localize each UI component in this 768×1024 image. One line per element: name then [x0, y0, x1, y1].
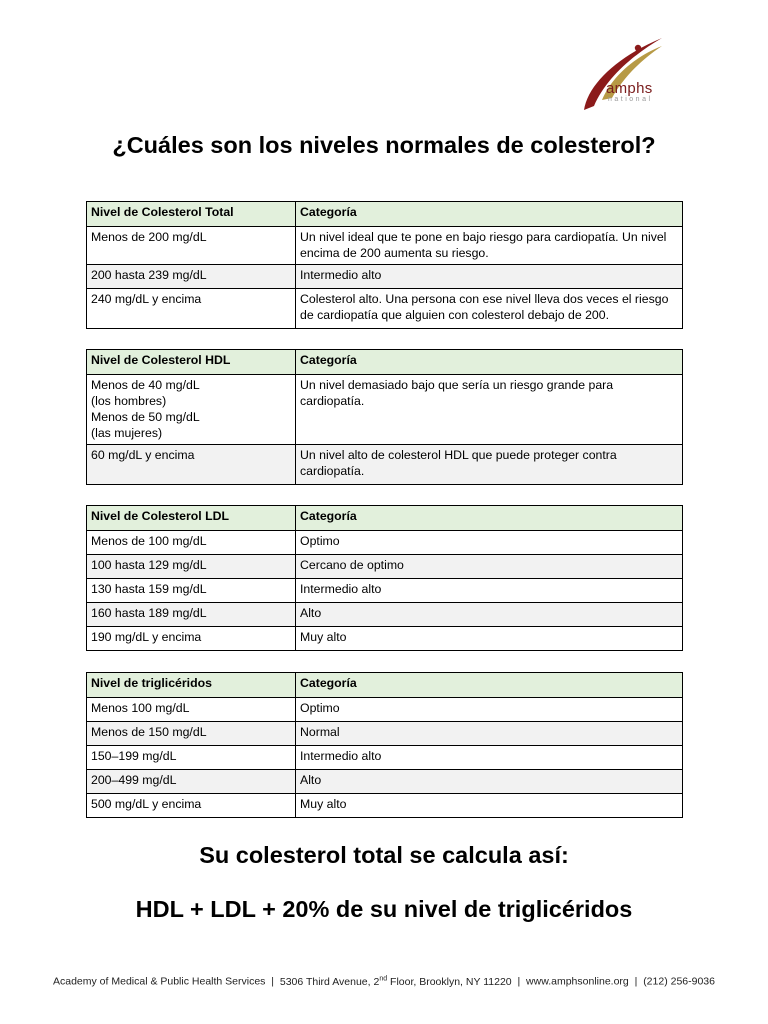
category-cell: Cercano de optimo: [296, 555, 683, 579]
footer-address-post: Floor, Brooklyn, NY 11220: [387, 975, 512, 988]
table-hdl-cholesterol: [86, 349, 683, 485]
table-row: [87, 746, 683, 770]
footer-org: Academy of Medical & Public Health Services: [53, 975, 266, 988]
table-row: [87, 698, 683, 722]
logo-name: amphs: [606, 80, 653, 97]
table-row: [87, 603, 683, 627]
table-row: [87, 265, 683, 289]
header-level: Nivel de triglicéridos: [87, 673, 296, 698]
header-category: Categoría: [296, 673, 683, 698]
table-header-row: [87, 350, 683, 375]
category-cell: Optimo: [296, 698, 683, 722]
category-cell: Un nivel demasiado bajo que sería un riesgo grande para cardiopatía.: [296, 375, 683, 445]
level-cell: Menos de 200 mg/dL: [87, 227, 296, 265]
category-cell: Alto: [296, 770, 683, 794]
amphs-logo: [578, 32, 668, 118]
table-row: [87, 627, 683, 651]
header-level: Nivel de Colesterol Total: [87, 202, 296, 227]
footer-address-sup: nd: [379, 975, 388, 982]
table-row: [87, 531, 683, 555]
category-cell: Colesterol alto. Una persona con ese nivel lleva dos veces el riesgo de cardiopatía que alguien con colesterol debajo de 200.: [296, 289, 683, 329]
level-cell: 150–199 mg/dL: [87, 746, 296, 770]
level-cell: Menos de 150 mg/dL: [87, 722, 296, 746]
footer: [0, 975, 768, 988]
page-title: ¿Cuáles son los niveles normales de colesterol?: [112, 132, 656, 158]
category-cell: Normal: [296, 722, 683, 746]
footer-address: [280, 976, 512, 988]
header-level: Nivel de Colesterol LDL: [87, 506, 296, 531]
table-triglycerides: [86, 672, 683, 818]
footer-phone: (212) 256-9036: [643, 975, 715, 988]
formula-intro: Su colesterol total se calcula así:: [199, 842, 569, 868]
table-row: [87, 579, 683, 603]
level-line: Menos de 50 mg/dL: [91, 410, 200, 424]
category-cell: Muy alto: [296, 794, 683, 818]
category-cell: Un nivel ideal que te pone en bajo riesgo para cardiopatía. Un nivel encima de 200 aumenta su riesgo.: [296, 227, 683, 265]
category-cell: Optimo: [296, 531, 683, 555]
level-cell: 100 hasta 129 mg/dL: [87, 555, 296, 579]
header-category: Categoría: [296, 350, 683, 375]
table-row: [87, 445, 683, 485]
footer-separator: |: [517, 975, 521, 988]
table-header-row: [87, 202, 683, 227]
table-ldl-cholesterol: [86, 505, 683, 651]
category-cell: Intermedio alto: [296, 746, 683, 770]
header-category: Categoría: [296, 506, 683, 531]
level-cell: 200 hasta 239 mg/dL: [87, 265, 296, 289]
footer-separator: |: [271, 975, 275, 988]
level-line: (las mujeres): [91, 426, 163, 440]
table-header-row: [87, 673, 683, 698]
level-cell: 500 mg/dL y encima: [87, 794, 296, 818]
level-line: (los hombres): [91, 394, 167, 408]
level-cell: 130 hasta 159 mg/dL: [87, 579, 296, 603]
table-row: [87, 794, 683, 818]
footer-address-pre: 5306 Third Avenue, 2: [279, 975, 380, 988]
level-cell: Menos de 100 mg/dL: [87, 531, 296, 555]
level-cell: 200–499 mg/dL: [87, 770, 296, 794]
header-category: Categoría: [296, 202, 683, 227]
footer-website-link[interactable]: www.amphsonline.org: [526, 975, 629, 988]
level-cell: 160 hasta 189 mg/dL: [87, 603, 296, 627]
table-row: [87, 770, 683, 794]
table-row: [87, 722, 683, 746]
category-cell: Intermedio alto: [296, 265, 683, 289]
category-cell: Un nivel alto de colesterol HDL que puede proteger contra cardiopatía.: [296, 445, 683, 485]
table-row: [87, 555, 683, 579]
category-cell: Intermedio alto: [296, 579, 683, 603]
table-total-cholesterol: [86, 201, 683, 329]
logo-head: [635, 45, 641, 51]
level-cell: [87, 375, 296, 445]
level-cell: 190 mg/dL y encima: [87, 627, 296, 651]
level-cell: 60 mg/dL y encima: [87, 445, 296, 485]
category-cell: Alto: [296, 603, 683, 627]
table-row: [87, 375, 683, 445]
table-row: [87, 227, 683, 265]
level-line: Menos de 40 mg/dL: [91, 378, 200, 392]
level-cell: 240 mg/dL y encima: [87, 289, 296, 329]
category-cell: Muy alto: [296, 627, 683, 651]
level-cell: Menos 100 mg/dL: [87, 698, 296, 722]
formula: HDL + LDL + 20% de su nivel de triglicéridos: [135, 896, 633, 922]
table-row: [87, 289, 683, 329]
footer-separator: |: [634, 975, 638, 988]
table-header-row: [87, 506, 683, 531]
logo-subtitle: national: [608, 96, 653, 103]
header-level: Nivel de Colesterol HDL: [87, 350, 296, 375]
